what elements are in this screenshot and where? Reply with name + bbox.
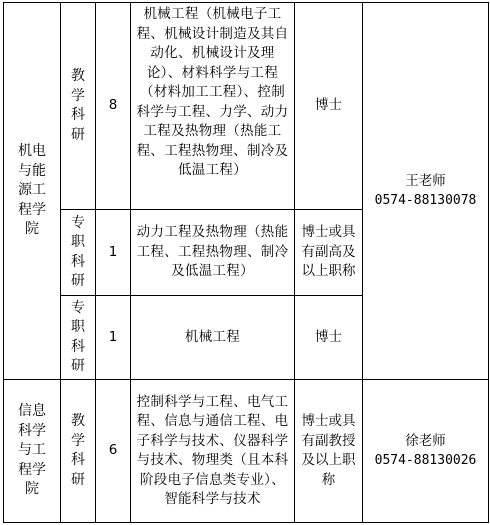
post-type: 专 职 科 研 — [71, 299, 85, 374]
post-type-cell — [61, 380, 96, 523]
contact-cell — [363, 380, 489, 523]
post-type-cell — [61, 210, 96, 296]
degree-requirement-cell: 博士 — [295, 3, 363, 210]
post-type: 教 学 科 研 — [71, 68, 85, 143]
recruitment-table — [3, 2, 489, 523]
contact-name: 徐老师 — [405, 433, 446, 449]
post-type: 专 职 科 研 — [71, 214, 85, 289]
table-row — [4, 380, 489, 523]
contact-cell — [363, 3, 489, 380]
headcount-cell: 8 — [96, 3, 131, 210]
post-type-cell — [61, 296, 96, 380]
college-name: 机电 与能 源工 程学 院 — [18, 143, 46, 238]
college-name: 信息 科学 与工 程学 院 — [18, 403, 46, 498]
degree-requirement-cell: 博士 — [295, 296, 363, 380]
contact-phone: 0574-88130026 — [374, 453, 477, 468]
table-row — [4, 3, 489, 210]
post-type-cell — [61, 3, 96, 210]
major-requirement-cell: 机械工程 — [131, 296, 295, 380]
headcount-cell: 1 — [96, 296, 131, 380]
degree-requirement-cell: 博士或具有副教授及以上职称 — [295, 380, 363, 523]
major-requirement-cell: 动力工程及热物理（热能工程、工程热物理、制冷及低温工程） — [131, 210, 295, 296]
college-cell — [4, 3, 61, 380]
major-requirement-cell: 控制科学与工程、电气工程、信息与通信工程、电子科学与技术、仪器科学与技术、物理类（且本科阶段电子信息类专业）、智能科学与技术 — [131, 380, 295, 523]
college-cell — [4, 380, 61, 523]
major-requirement-cell: 机械工程（机械电子工程、机械设计制造及其自动化、机械设计及理论）、材料科学与工程（材料加工工程）、控制科学与工程、力学、动力工程及热物理（热能工程、工程热物理、制冷及低温工程） — [131, 3, 295, 210]
post-type: 教 学 科 研 — [71, 413, 85, 488]
contact-name: 王老师 — [405, 173, 446, 189]
contact-phone: 0574-88130078 — [374, 193, 477, 208]
headcount-cell: 1 — [96, 210, 131, 296]
degree-requirement-cell: 博士或具有副高及以上职称 — [295, 210, 363, 296]
headcount-cell: 6 — [96, 380, 131, 523]
